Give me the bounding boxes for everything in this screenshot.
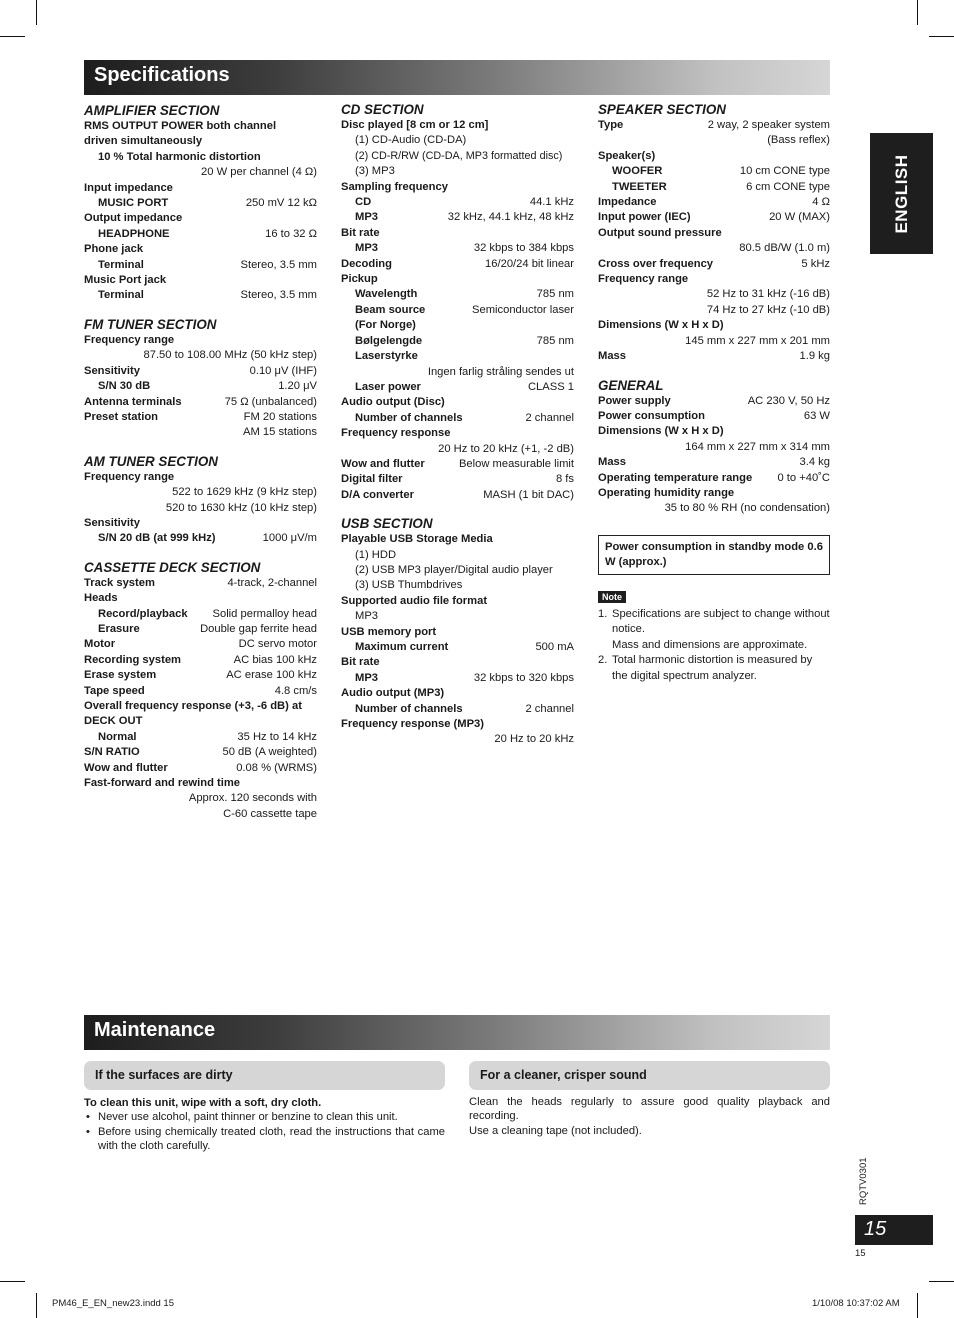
spec-row xyxy=(341,303,574,318)
spec-label: Bit rate xyxy=(341,656,380,669)
spec-label: Track system xyxy=(84,576,155,589)
spec-label: Audio output (Disc) xyxy=(341,396,445,409)
spec-value: 52 Hz to 31 kHz (-16 dB) xyxy=(706,288,830,301)
spec-label: Overall frequency response (+3, -6 dB) at xyxy=(84,700,302,712)
crop-mark xyxy=(0,36,25,37)
spec-label: MP3 xyxy=(355,211,379,224)
spec-label: Laserstyrke xyxy=(355,350,418,363)
spec-label: Dimensions (W x H x D) xyxy=(598,319,724,332)
spec-label: Number of channels xyxy=(355,411,463,424)
spec-label: Antenna terminals xyxy=(84,395,182,408)
spec-value: 522 to 1629 kHz (9 kHz step) xyxy=(172,486,317,499)
crisper-sound-body xyxy=(469,1095,830,1138)
spec-row xyxy=(84,607,317,622)
spec-row xyxy=(341,488,574,503)
spec-row xyxy=(341,210,574,225)
spec-column-2 xyxy=(341,101,574,748)
spec-row xyxy=(598,409,830,424)
spec-label: HEADPHONE xyxy=(98,227,170,240)
spec-value: 32 kbps to 320 kbps xyxy=(473,671,574,684)
spec-label: Power consumption xyxy=(598,409,705,422)
spec-label: 10 % Total harmonic distortion xyxy=(98,150,261,163)
spec-value: 20 W (MAX) xyxy=(769,211,830,224)
spec-label: Digital filter xyxy=(341,473,403,486)
spec-row xyxy=(341,380,574,395)
spec-label: Supported audio file format xyxy=(341,594,488,607)
spec-row xyxy=(84,227,317,242)
spec-value: 2 way, 2 speaker system xyxy=(707,119,830,131)
speaker-heading: SPEAKER SECTION xyxy=(598,102,726,117)
spec-row xyxy=(84,684,317,699)
spec-row xyxy=(84,745,317,760)
spec-label: WOOFER xyxy=(612,165,663,178)
spec-column-3 xyxy=(598,101,830,517)
spec-row xyxy=(84,364,317,379)
spec-label: Disc played [8 cm or 12 cm] xyxy=(341,119,489,131)
note-number: 2. xyxy=(598,654,608,667)
spec-label: Impedance xyxy=(598,196,657,209)
page-number-box xyxy=(855,1215,933,1245)
crisper-sound-heading xyxy=(469,1061,830,1090)
spec-row xyxy=(341,257,574,272)
spec-value: 2 channel xyxy=(525,702,574,715)
spec-value: 6 cm CONE type xyxy=(746,180,830,193)
spec-value: (2) CD-R/RW (CD-DA, MP3 formatted disc) xyxy=(355,149,563,162)
spec-value: Ingen farlig stråling sendes ut xyxy=(427,365,574,378)
crop-mark xyxy=(36,1293,37,1318)
general-heading: GENERAL xyxy=(598,377,664,393)
specifications-title: Specifications xyxy=(94,64,230,86)
spec-value: 80.5 dB/W (1.0 m) xyxy=(739,242,830,255)
spec-label: Terminal xyxy=(98,258,144,271)
spec-label: Playable USB Storage Media xyxy=(341,533,493,546)
page-number: 15 xyxy=(864,1218,887,1240)
spec-value: 20 W per channel (4 Ω) xyxy=(201,166,317,179)
spec-row xyxy=(341,702,574,717)
spec-value: 785 nm xyxy=(536,334,574,347)
spec-label: Pickup xyxy=(341,273,378,286)
note-item xyxy=(598,653,830,684)
spec-label: Input impedance xyxy=(84,181,173,194)
spec-value: 3.4 kg xyxy=(799,456,830,469)
spec-label: Cross over frequency xyxy=(598,257,714,270)
crop-mark xyxy=(36,0,37,25)
spec-row xyxy=(598,257,830,272)
spec-value: C-60 cassette tape xyxy=(223,807,317,820)
spec-label: Output sound pressure xyxy=(598,226,722,239)
crisp-paragraph: Clean the heads regularly to assure good quality playback and recording. xyxy=(469,1096,830,1123)
spec-label: Tape speed xyxy=(84,684,145,697)
spec-value: 1.9 kg xyxy=(799,350,830,363)
spec-value: Semiconductor laser xyxy=(472,303,574,316)
spec-value: 8 fs xyxy=(555,473,574,486)
bullet-text: Never use alcohol, paint thinner or benzine to clean this unit. xyxy=(98,1111,398,1124)
crop-mark xyxy=(917,1293,918,1318)
spec-value: 520 to 1630 kHz (10 kHz step) xyxy=(165,501,317,514)
spec-label: Frequency response (MP3) xyxy=(341,718,484,731)
spec-value: Below measurable limit xyxy=(458,457,574,470)
spec-value: 145 mm x 227 mm x 201 mm xyxy=(685,334,830,347)
spec-row xyxy=(598,455,830,470)
spec-row xyxy=(598,180,830,195)
spec-value: Approx. 120 seconds with xyxy=(188,792,317,805)
usb-heading: USB SECTION xyxy=(341,516,433,532)
bullet-item xyxy=(84,1110,445,1124)
standby-power-box: Power consumption in standby mode 0.6 W (approx.) xyxy=(598,535,830,575)
spec-value: 20 Hz to 20 kHz (+1, -2 dB) xyxy=(438,442,574,455)
spec-value: 44.1 kHz xyxy=(529,196,574,209)
spec-value: 32 kHz, 44.1 kHz, 48 kHz xyxy=(447,211,574,224)
maintenance-title: Maintenance xyxy=(94,1019,216,1041)
spec-label: Number of channels xyxy=(355,702,463,715)
spec-label: Normal xyxy=(98,730,137,743)
spec-value: Double gap ferrite head xyxy=(200,622,317,635)
spec-label: Frequency range xyxy=(84,470,175,483)
spec-label: Speaker(s) xyxy=(598,149,656,162)
spec-label: (For Norge) xyxy=(355,319,416,332)
spec-label: Power supply xyxy=(598,394,671,407)
spec-value: 10 cm CONE type xyxy=(739,165,830,178)
spec-label: Motor xyxy=(84,638,116,651)
spec-label: Input power (IEC) xyxy=(598,211,691,224)
spec-label: Terminal xyxy=(98,289,144,302)
spec-label: MP3 xyxy=(355,242,379,255)
spec-row xyxy=(598,349,830,364)
spec-row xyxy=(598,195,830,210)
spec-label: Phone jack xyxy=(84,243,144,256)
bullet-item xyxy=(84,1125,445,1154)
spec-label: Maximum current xyxy=(355,641,449,653)
spec-label: Heads xyxy=(84,592,118,605)
spec-label: USB memory port xyxy=(341,625,437,638)
spec-row xyxy=(341,640,574,655)
spec-label: S/N 30 dB xyxy=(98,380,151,393)
spec-row xyxy=(84,668,317,683)
spec-label: Music Port jack xyxy=(84,274,167,287)
file-info: PM46_E_EN_new23.indd 15 xyxy=(52,1298,175,1309)
spec-label: Frequency response xyxy=(341,427,451,440)
crisper-sound-heading-label: For a cleaner, crisper sound xyxy=(480,1068,647,1082)
spec-row xyxy=(84,395,317,410)
spec-value: AC bias 100 kHz xyxy=(233,653,317,666)
spec-label: D/A converter xyxy=(341,488,414,501)
spec-row xyxy=(84,653,317,668)
print-timestamp: 1/10/08 10:37:02 AM xyxy=(812,1298,900,1309)
spec-row xyxy=(84,288,317,303)
spec-value: 1000 μV/m xyxy=(262,532,317,545)
bullet-dot: • xyxy=(86,1125,90,1138)
spec-row xyxy=(84,196,317,211)
spec-value: 32 kbps to 384 kbps xyxy=(473,242,574,255)
crop-mark xyxy=(929,1281,954,1282)
spec-row xyxy=(84,258,317,273)
specifications-header xyxy=(84,60,830,95)
spec-value: (1) HDD xyxy=(355,548,397,561)
spec-column-1 xyxy=(84,102,317,822)
spec-value: 4 Ω xyxy=(812,196,830,209)
spec-value: 4.8 cm/s xyxy=(274,684,317,697)
bullet-text: Before using chemically treated cloth, read the instructions that came with the cloth carefully. xyxy=(98,1125,445,1152)
spec-row xyxy=(84,637,317,652)
spec-value: 1.20 μV xyxy=(278,380,317,393)
spec-value: 5 kHz xyxy=(801,257,830,270)
note-number: 1. xyxy=(598,608,608,620)
note-text: Total harmonic distortion is measured by the digital spectrum analyzer. xyxy=(612,654,813,682)
spec-row xyxy=(598,394,830,409)
spec-label: Laser power xyxy=(355,380,421,393)
spec-value: FM 20 stations xyxy=(243,410,317,423)
spec-label: Erase system xyxy=(84,669,157,682)
spec-label: Mass xyxy=(598,350,626,363)
spec-value: 35 Hz to 14 kHz xyxy=(237,730,317,743)
spec-value: AC 230 V, 50 Hz xyxy=(747,394,830,407)
dirty-lead: To clean this unit, wipe with a soft, dry cloth. xyxy=(84,1097,322,1109)
spec-value: 63 W xyxy=(803,409,830,422)
spec-label: CD xyxy=(355,196,372,209)
spec-value: 87.50 to 108.00 MHz (50 kHz step) xyxy=(143,349,317,362)
spec-value: DC servo motor xyxy=(238,638,317,651)
spec-label: Erasure xyxy=(98,622,140,635)
note-text: Mass and dimensions are approximate. xyxy=(612,638,808,651)
spec-label: Preset station xyxy=(84,410,158,423)
spec-value: 75 Ω (unbalanced) xyxy=(224,395,317,408)
spec-label: Output impedance xyxy=(84,212,183,225)
spec-row xyxy=(84,410,317,425)
spec-value: (2) USB MP3 player/Digital audio player xyxy=(355,563,553,576)
notes-list xyxy=(598,607,830,684)
spec-value: 50 dB (A weighted) xyxy=(222,746,317,759)
spec-row xyxy=(341,334,574,349)
spec-label: Recording system xyxy=(84,653,181,666)
spec-label: Operating temperature range xyxy=(598,471,753,484)
spec-value: 2 channel xyxy=(525,411,574,424)
spec-row xyxy=(598,210,830,225)
spec-row xyxy=(341,287,574,302)
spec-value: 0.08 % (WRMS) xyxy=(236,761,317,774)
spec-label: driven simultaneously xyxy=(84,135,203,148)
spec-row xyxy=(84,576,317,591)
note-badge: Note xyxy=(598,591,626,603)
spec-row xyxy=(341,241,574,256)
spec-row xyxy=(341,411,574,426)
spec-row xyxy=(598,118,830,133)
document-code: RQTV0301 xyxy=(858,1157,869,1205)
crisp-paragraph: Use a cleaning tape (not included). xyxy=(469,1124,642,1137)
spec-label: S/N 20 dB (at 999 kHz) xyxy=(98,532,216,545)
spec-label: DECK OUT xyxy=(84,715,143,728)
spec-value: 20 Hz to 20 kHz xyxy=(494,733,574,746)
language-tab xyxy=(870,133,933,254)
spec-label: Sensitivity xyxy=(84,516,140,529)
dirty-surfaces-heading-label: If the surfaces are dirty xyxy=(95,1068,233,1082)
spec-label: Sampling frequency xyxy=(341,180,448,193)
amplifier-heading: AMPLIFIER SECTION xyxy=(84,103,220,118)
spec-value: AC erase 100 kHz xyxy=(226,669,317,682)
spec-value: 74 Hz to 27 kHz (-10 dB) xyxy=(706,303,830,316)
spec-label: Beam source xyxy=(355,303,426,316)
spec-row xyxy=(341,457,574,472)
crop-mark xyxy=(917,0,918,25)
fm-tuner-heading: FM TUNER SECTION xyxy=(84,316,217,332)
spec-row xyxy=(341,472,574,487)
spec-label: Frequency range xyxy=(598,273,689,286)
bullet-dot: • xyxy=(86,1111,90,1124)
note-item xyxy=(598,607,830,653)
spec-value: 0 to +40˚C xyxy=(777,471,830,484)
spec-value: 35 to 80 % RH (no condensation) xyxy=(664,502,830,515)
note-text: Specifications are subject to change without notice. xyxy=(612,608,830,636)
cd-heading: CD SECTION xyxy=(341,102,424,117)
spec-label: Decoding xyxy=(341,257,392,270)
dirty-surfaces-heading xyxy=(84,1061,445,1090)
spec-value: 16 to 32 Ω xyxy=(265,227,317,240)
crop-mark xyxy=(929,36,954,37)
spec-value: (Bass reflex) xyxy=(767,134,830,147)
spec-label: Bølgelengde xyxy=(355,334,423,347)
spec-row xyxy=(84,379,317,394)
spec-label: Dimensions (W x H x D) xyxy=(598,425,724,438)
spec-value: 164 mm x 227 mm x 314 mm xyxy=(685,440,830,453)
spec-label: Bit rate xyxy=(341,226,380,239)
spec-value: 4-track, 2-channel xyxy=(227,576,317,589)
spec-value: 500 mA xyxy=(535,641,574,653)
spec-value: (3) MP3 xyxy=(355,165,395,178)
spec-label: Mass xyxy=(598,456,626,469)
spec-label: TWEETER xyxy=(612,180,667,193)
cassette-heading: CASSETTE DECK SECTION xyxy=(84,559,261,575)
spec-row xyxy=(598,164,830,179)
spec-label: S/N RATIO xyxy=(84,746,140,759)
spec-label: Wavelength xyxy=(355,288,418,301)
spec-value: 785 nm xyxy=(536,288,574,301)
spec-label: Audio output (MP3) xyxy=(341,687,445,700)
spec-value: CLASS 1 xyxy=(527,380,574,393)
spec-row xyxy=(84,730,317,745)
spec-label: Fast-forward and rewind time xyxy=(84,777,241,790)
spec-value: Solid permalloy head xyxy=(212,607,317,620)
spec-label: Sensitivity xyxy=(84,364,140,377)
spec-label: Operating humidity range xyxy=(598,486,735,499)
spec-value: 250 mV 12 kΩ xyxy=(245,197,317,210)
am-tuner-heading: AM TUNER SECTION xyxy=(84,453,218,469)
spec-label: Wow and flutter xyxy=(341,457,425,470)
spec-label: Record/playback xyxy=(98,607,188,620)
spec-value: Stereo, 3.5 mm xyxy=(240,289,317,302)
spec-row xyxy=(84,622,317,637)
page-number-small: 15 xyxy=(855,1248,866,1259)
spec-row xyxy=(84,531,317,546)
spec-row xyxy=(341,671,574,686)
spec-value: AM 15 stations xyxy=(243,426,317,439)
maintenance-header xyxy=(84,1015,830,1050)
language-tab-label: ENGLISH xyxy=(891,153,911,234)
spec-row xyxy=(341,195,574,210)
spec-value: 0.10 μV (IHF) xyxy=(249,364,317,377)
spec-value: (1) CD-Audio (CD-DA) xyxy=(355,134,467,147)
spec-value: 16/20/24 bit linear xyxy=(485,257,574,270)
spec-label: Type xyxy=(598,119,624,131)
spec-value: MP3 xyxy=(355,610,379,623)
spec-row xyxy=(598,471,830,486)
spec-row xyxy=(84,761,317,776)
spec-value: MASH (1 bit DAC) xyxy=(483,488,574,501)
spec-value: (3) USB Thumbdrives xyxy=(355,579,463,592)
spec-label: Wow and flutter xyxy=(84,761,168,774)
dirty-surfaces-body xyxy=(84,1096,445,1153)
spec-label: Frequency range xyxy=(84,333,175,346)
spec-label: MUSIC PORT xyxy=(98,197,169,210)
spec-label: MP3 xyxy=(355,671,379,684)
spec-value: Stereo, 3.5 mm xyxy=(240,258,317,271)
spec-label: RMS OUTPUT POWER both channel xyxy=(84,120,277,132)
crop-mark xyxy=(0,1281,25,1282)
